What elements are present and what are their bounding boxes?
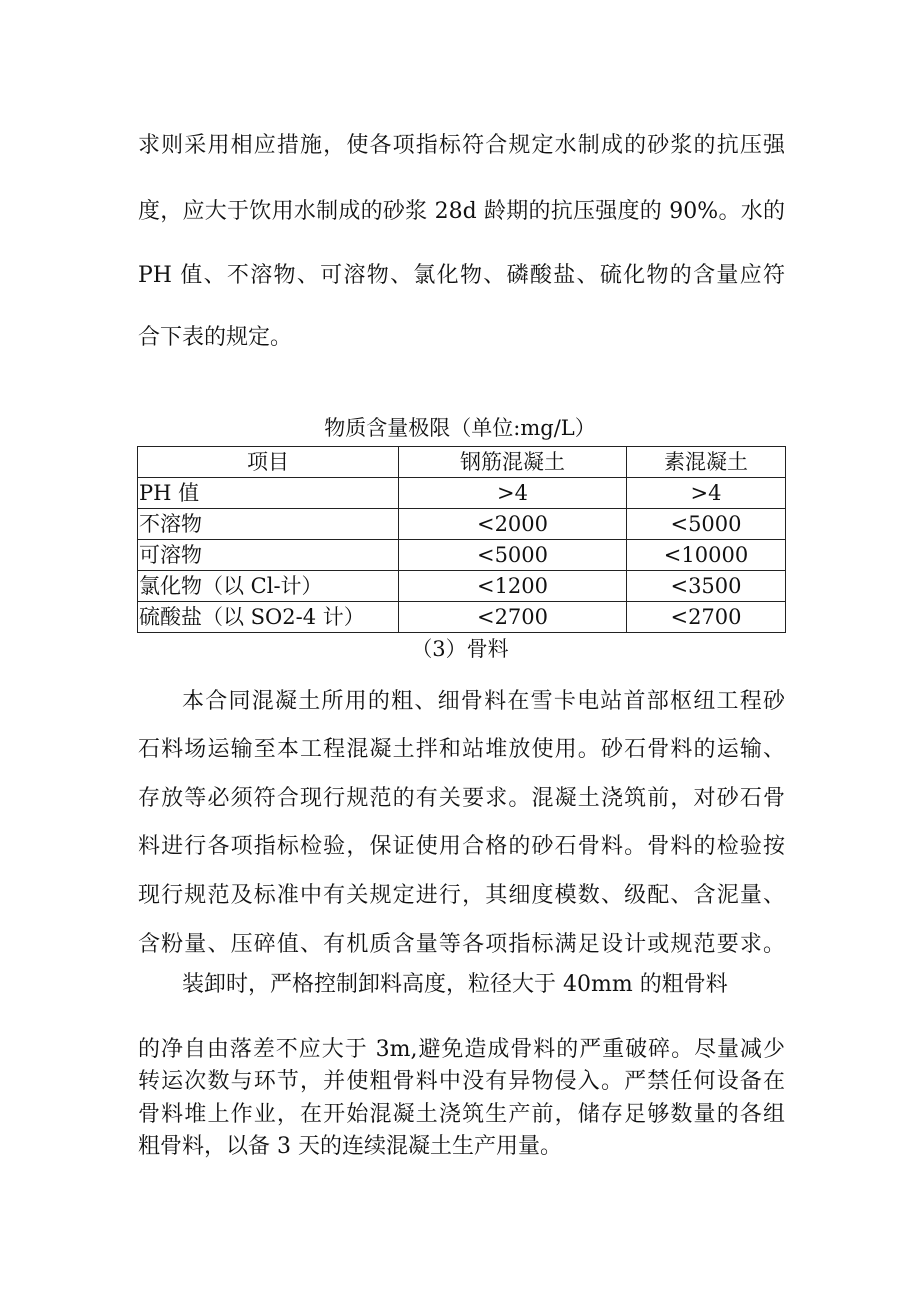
table-cell: 不溶物 <box>138 509 399 540</box>
paragraph-line: 含粉量、压碎值、有机质含量等各项指标满足设计或规范要求。 <box>138 932 785 957</box>
table-row <box>138 571 786 602</box>
table-cell: <2700 <box>399 602 627 633</box>
paragraph-line: 的净自由落差不应大于 3m,避免造成骨料的严重破碎。尽量减少 <box>138 1037 785 1062</box>
paragraph-line: 存放等必须符合现行规范的有关要求。混凝土浇筑前，对砂石骨 <box>138 786 785 811</box>
table-cell: <1200 <box>399 571 627 602</box>
table-cell: 可溶物 <box>138 540 399 571</box>
paragraph-line: 粗骨料，以备 3 天的连续混凝土生产用量。 <box>138 1134 562 1159</box>
table-row <box>138 540 786 571</box>
paragraph-line: 石料场运输至本工程混凝土拌和站堆放使用。砂石骨料的运输、 <box>138 737 785 762</box>
table-cell: PH 值 <box>138 478 399 509</box>
table-cell: <10000 <box>627 540 786 571</box>
table-cell: >4 <box>627 478 786 509</box>
paragraph-line: 现行规范及标准中有关规定进行，其细度模数、级配、含泥量、 <box>138 883 785 908</box>
table-cell: 氯化物（以 Cl-计） <box>138 571 399 602</box>
paragraph-line: 骨料堆上作业，在开始混凝土浇筑生产前，储存足够数量的各组 <box>138 1102 785 1127</box>
table-cell: <5000 <box>627 509 786 540</box>
table-cell: >4 <box>399 478 627 509</box>
section-heading: （3）骨料 <box>411 637 509 661</box>
table-row <box>138 602 786 633</box>
table-header-cell: 项目 <box>138 447 399 478</box>
table-row <box>138 478 786 509</box>
paragraph-line: 料进行各项指标检验，保证使用合格的砂石骨料。骨料的检验按 <box>138 834 785 859</box>
paragraph-line: PH 值、不溶物、可溶物、氯化物、磷酸盐、硫化物的含量应符 <box>138 263 785 288</box>
table-header-cell: 素混凝土 <box>627 447 786 478</box>
paragraph-line: 转运次数与环节，并使粗骨料中没有异物侵入。严禁任何设备在 <box>138 1069 785 1094</box>
table-header-row <box>138 447 786 478</box>
table-row <box>138 509 786 540</box>
substance-limit-table <box>137 446 786 633</box>
paragraph-line: 度，应大于饮用水制成的砂浆 28d 龄期的抗压强度的 90%。水的 <box>138 199 785 224</box>
table-cell: <2700 <box>627 602 786 633</box>
table-cell: 硫酸盐（以 SO2-4 计） <box>138 602 399 633</box>
table-cell: <5000 <box>399 540 627 571</box>
table-header-cell: 钢筋混凝土 <box>399 447 627 478</box>
paragraph-line: 本合同混凝土所用的粗、细骨料在雪卡电站首部枢纽工程砂 <box>182 689 785 714</box>
table-cell: <3500 <box>627 571 786 602</box>
table-caption: 物质含量极限（单位:mg/L） <box>324 416 596 440</box>
paragraph-line: 装卸时，严格控制卸料高度，粒径大于 40mm 的粗骨料 <box>182 972 728 997</box>
paragraph-line: 求则采用相应措施，使各项指标符合规定水制成的砂浆的抗压强 <box>138 133 785 158</box>
table-cell: <2000 <box>399 509 627 540</box>
paragraph-line: 合下表的规定。 <box>138 325 293 350</box>
